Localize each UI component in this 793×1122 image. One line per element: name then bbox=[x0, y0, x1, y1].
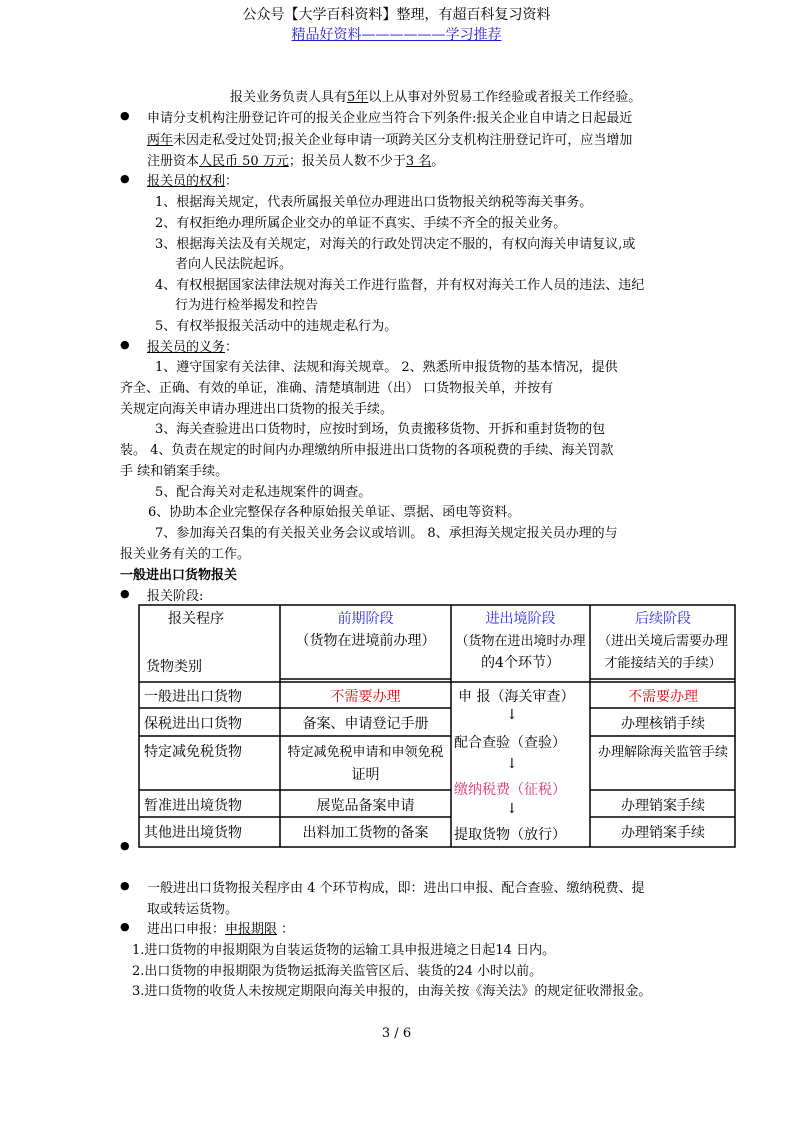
col-header-post-stage: 后续阶段 bbox=[635, 611, 691, 627]
duties-line-7: 5、配合海关对走私违规案件的调查。 bbox=[155, 485, 372, 500]
rights-item-1: 1、根据海关规定，代表所属报关单位办理进出口货物报关纳税等海关事务。 bbox=[155, 195, 593, 210]
col-sub-pre-stage: （货物在进境前办理） bbox=[295, 633, 436, 649]
bullet-icon: ● bbox=[120, 109, 130, 122]
branch-line-3: 注册资本人民币 50 万元；报关员人数不少于3 名。 bbox=[147, 154, 445, 169]
row-pre-stage: 特定减免税申请和申领免税 bbox=[287, 745, 444, 760]
arrow-down-icon: ↓ bbox=[506, 707, 518, 723]
row-category: 一般进出口货物 bbox=[144, 689, 242, 705]
declaration-item-2: 2.出口货物的申报期限为货物运抵海关监管区后、装货的24 小时以前。 bbox=[132, 964, 543, 979]
section-title: 一般进出口货物报关 bbox=[120, 568, 238, 583]
row-pre-stage: 出料加工货物的备案 bbox=[302, 825, 429, 841]
col-sub-post-stage-1: （进出关境后需要办理 bbox=[597, 634, 728, 649]
header-source: 公众号【大学百科资料】整理，有超百科复习资料 bbox=[242, 7, 551, 23]
declaration-item-1: 1.进口货物的申报期限为自装运货物的运输工具申报进境之日起14 日内。 bbox=[132, 943, 556, 958]
row-category: 其他进出境货物 bbox=[144, 825, 242, 841]
rights-item-3: 3、根据海关法及有关规定，对海关的行政处罚决定不服的，有权向海关申请复议,或 bbox=[155, 237, 636, 252]
col-sub-entry-stage-2: 的4个环节） bbox=[481, 655, 560, 671]
row-category: 特定减免税货物 bbox=[144, 744, 242, 760]
row-category: 保税进出口货物 bbox=[144, 716, 242, 732]
corner-header-procedure: 报关程序 bbox=[168, 611, 224, 627]
duties-line-10: 报关业务有关的工作。 bbox=[120, 547, 251, 562]
bullet-icon: ● bbox=[120, 920, 130, 933]
row-post-stage: 办理销案手续 bbox=[621, 798, 705, 814]
col-header-pre-stage: 前期阶段 bbox=[337, 611, 394, 627]
branch-line-1: 申请分支机构注册登记许可的报关企业应当符合下列条件:报关企业自申请之日起最近 bbox=[147, 111, 633, 126]
duties-line-3: 关规定向海关申请办理进出口货物的报关手续。 bbox=[120, 402, 394, 417]
rights-item-4: 4、有权根据国家法律法规对海关工作进行监督，并有权对海关工作人员的违法、违纪 bbox=[155, 278, 645, 293]
duties-line-6: 手 续和销案手续。 bbox=[120, 464, 229, 479]
branch-line-2: 两年未因走私受过处罚;报关企业每申请一项跨关区分支机构注册登记许可，应当增加 bbox=[147, 133, 633, 148]
row-post-stage: 办理核销手续 bbox=[621, 716, 705, 732]
duties-line-1: 1、遵守国家有关法律、法规和海关规章。 2、熟悉所申报货物的基本情况，提供 bbox=[155, 360, 618, 375]
duties-line-8: 6、协助本企业完整保存各种原始报关单证、票据、函电等资料。 bbox=[148, 505, 521, 520]
bullet-icon: ● bbox=[120, 839, 130, 852]
rights-item-5: 5、有权举报报关活动中的违规走私行为。 bbox=[155, 319, 398, 334]
row-pre-stage: 不需要办理 bbox=[330, 689, 401, 705]
page-number: 3 / 6 bbox=[381, 1026, 412, 1041]
bullet-icon: ● bbox=[120, 879, 130, 892]
row-pre-stage-cont: 证明 bbox=[351, 767, 380, 783]
duties-line-5: 装。 4、负责在规定的时间内办理缴纳所申报进出口货物的各项税费的手续、海关罚款 bbox=[120, 443, 614, 458]
summary-line-2: 取或转运货物。 bbox=[147, 902, 239, 917]
step-release: 提取货物（放行） bbox=[454, 827, 566, 843]
duties-line-9: 7、参加海关召集的有关报关业务会议或培训。 8、承担海关规定报关员办理的与 bbox=[155, 526, 618, 541]
duties-line-4: 3、海关查验进出口货物时，应按时到场，负责搬移货物、开拆和重封货物的包 bbox=[155, 422, 606, 437]
rights-item-2: 2、有权拒绝办理所属企业交办的单证不真实、手续不齐全的报关业务。 bbox=[155, 216, 567, 231]
stage-label: 报关阶段: bbox=[147, 589, 204, 604]
declaration-item-3: 3.进口货物的收货人未按规定期限向海关申报的，由海关按《海关法》的规定征收滞报金。 bbox=[132, 984, 652, 999]
intro-line: 报关业务负责人具有5年以上从事对外贸易工作经验或者报关工作经验。 bbox=[230, 90, 642, 105]
bullet-icon: ● bbox=[120, 338, 130, 351]
row-pre-stage: 备案、申请登记手册 bbox=[302, 716, 429, 732]
row-post-stage: 不需要办理 bbox=[628, 689, 698, 705]
duties-line-2: 齐全、正确、有效的单证，准确、清楚填制进（出） 口货物报关单，并按有 bbox=[120, 381, 554, 396]
header-promo-link[interactable]: 精品好资料——————学习推荐 bbox=[291, 27, 502, 43]
step-declare: 申 报（海关审查） bbox=[458, 689, 575, 705]
row-pre-stage: 展览品备案申请 bbox=[316, 798, 415, 814]
row-category: 暂准进出境货物 bbox=[144, 798, 242, 814]
summary-line-1: 一般进出口货物报关程序由 4 个环节构成，即：进出口申报、配合查验、缴纳税费、提 bbox=[147, 881, 645, 896]
arrow-down-icon: ↓ bbox=[506, 756, 518, 772]
procedure-table bbox=[138, 604, 736, 848]
corner-header-category: 货物类别 bbox=[146, 659, 202, 675]
duties-title: 报关员的义务： bbox=[147, 340, 239, 355]
rights-title: 报关员的权利： bbox=[147, 174, 239, 189]
rights-item-4-cont: 行为进行检举揭发和控告 bbox=[175, 298, 319, 313]
step-tax-payment: 缴纳税费（征税） bbox=[454, 782, 566, 798]
rights-item-3-cont: 者向人民法院起诉。 bbox=[175, 257, 293, 272]
col-sub-post-stage-2: 才能接结关的手续） bbox=[604, 656, 722, 671]
arrow-down-icon: ↓ bbox=[506, 801, 518, 817]
col-header-entry-stage: 进出境阶段 bbox=[485, 611, 556, 627]
step-inspection: 配合查验（查验） bbox=[454, 735, 566, 751]
bullet-icon: ● bbox=[120, 172, 130, 185]
row-post-stage: 办理销案手续 bbox=[621, 825, 705, 841]
bullet-icon: ● bbox=[120, 587, 130, 600]
col-sub-entry-stage-1: （货物在进出境时办理 bbox=[455, 634, 586, 649]
row-post-stage: 办理解除海关监管手续 bbox=[597, 745, 728, 760]
declaration-title: 进出口申报：申报期限 ： bbox=[147, 922, 295, 937]
